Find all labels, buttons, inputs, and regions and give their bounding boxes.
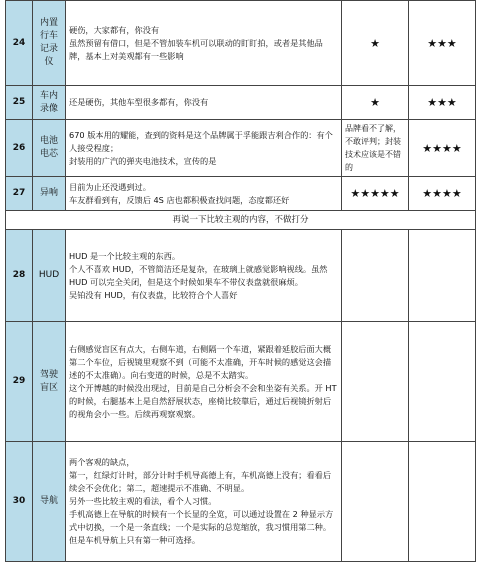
row-note: 品牌看不了解，不敢评判；封装技术应该是不错的 bbox=[342, 120, 409, 177]
desc-paragraph: 这个开博越的时候没出现过，目前是自己分析会不会和坐姿有关系。开 HT 的时候，右腿基本上是自然舒展状态，座椅比较靠后，通过后视镜折射后的视角会小一些。后续再观察观察。 bbox=[69, 382, 337, 419]
desc-paragraph: 右侧感觉盲区有点大，右侧车道，右侧隔一个车道，紧跟着延胶后面大概第二个车位，后视镜里观察不到（可能不太准确，开车时候的感觉这会描述的不太准确）。向右变道的时候，总是不太踏实。 bbox=[69, 343, 332, 380]
row-number: 25 bbox=[6, 86, 33, 120]
desc-paragraph: 手机高德上在导航的时候有一个长显的全览，可以通过设置在 2 种显示方式中切换，一个是一条直线；一个是实际的总览缩放，我习惯用第二种。但是车机导航上只有第一种可选择。 bbox=[69, 509, 334, 545]
row-description bbox=[66, 442, 342, 562]
section-title: 再说一下比较主观的内容，不做打分 bbox=[6, 211, 476, 230]
item-name-line: 盲区 bbox=[39, 382, 58, 393]
desc-paragraph: 个人不喜欢 HUD，不管简洁还是复杂，在玻璃上就感觉影响视线。虽然 HUD 可以完全关闭，但是这个时候如果车不带仪表盘就很麻烦。 bbox=[69, 263, 328, 287]
item-name-line: 录像 bbox=[39, 103, 58, 114]
rating-b: ★★★★ bbox=[409, 177, 476, 211]
row-number: 30 bbox=[6, 442, 33, 562]
row-item-name bbox=[33, 177, 66, 211]
table-row bbox=[6, 120, 476, 177]
comparison-table bbox=[5, 0, 476, 562]
row-item-name bbox=[33, 86, 66, 120]
rating-b: ★★★ bbox=[409, 86, 476, 120]
item-name-line: 导航 bbox=[39, 496, 58, 506]
desc-paragraph: 两个客观的缺点， bbox=[69, 457, 135, 467]
rating-b: ★★★ bbox=[409, 1, 476, 86]
item-name-line: 内置 bbox=[39, 18, 58, 28]
row-description bbox=[66, 120, 342, 177]
rating-b bbox=[409, 230, 476, 322]
rating-b: ★★★★ bbox=[409, 120, 476, 177]
desc-paragraph: 另外一些比较主观的看法，看个人习惯。 bbox=[69, 496, 217, 506]
row-number: 24 bbox=[6, 1, 33, 86]
desc-paragraph: 封装用的广汽的弹夹电池技术，宣传的是 bbox=[69, 155, 217, 166]
row-number: 29 bbox=[6, 322, 33, 442]
desc-paragraph: 虽然预留有借口，但是不管加装车机可以联动的盯盯拍，或者是其他品牌，基本上对美观都有一些影响 bbox=[69, 37, 323, 61]
rating-a bbox=[342, 322, 409, 442]
row-number: 26 bbox=[6, 120, 33, 177]
item-name-line: 驾驶 bbox=[39, 369, 58, 380]
row-description bbox=[66, 177, 342, 211]
table-row bbox=[6, 177, 476, 211]
row-item-name bbox=[33, 442, 66, 562]
desc-paragraph: HUD 是一个比较主观的东西。 bbox=[69, 250, 181, 261]
item-name-line: HUD bbox=[38, 270, 60, 280]
section-row bbox=[6, 211, 476, 230]
row-item-name bbox=[33, 230, 66, 322]
item-name-line: 仪 bbox=[44, 57, 54, 67]
item-name-line: 电芯 bbox=[39, 149, 58, 159]
rating-a: ★★★★★ bbox=[342, 177, 409, 211]
row-number: 28 bbox=[6, 230, 33, 322]
table-row bbox=[6, 86, 476, 120]
rating-a bbox=[342, 230, 409, 322]
table-row bbox=[6, 230, 476, 322]
desc-paragraph: 车友群看到有，反馈后 4S 店也都积极查找问题，态度都还好 bbox=[69, 194, 290, 205]
item-name-line: 车内 bbox=[39, 90, 58, 101]
table-row bbox=[6, 1, 476, 86]
rating-a: ★ bbox=[342, 86, 409, 120]
item-name-line: 电池 bbox=[39, 136, 58, 146]
desc-paragraph: 第一，红绿灯计时，部分计时手机导高德上有，车机高德上没有；看看后续会不会优化；第二，超速提示不准确、不明显。 bbox=[69, 470, 332, 493]
row-description bbox=[66, 86, 342, 120]
rating-a bbox=[342, 442, 409, 562]
row-description bbox=[66, 1, 342, 86]
row-item-name bbox=[33, 120, 66, 177]
desc-paragraph: 硬伤，大家都有，你没有 bbox=[69, 24, 160, 35]
desc-paragraph: 目前为止还没遇到过。 bbox=[69, 181, 151, 192]
row-description bbox=[66, 230, 342, 322]
rating-b bbox=[409, 322, 476, 442]
desc-paragraph: 670 版本用的耀能，查到的资料是这个品牌属于孚能跟吉利合作的：有个人接受程度； bbox=[69, 129, 333, 153]
row-item-name bbox=[33, 1, 66, 86]
row-item-name bbox=[33, 322, 66, 442]
item-name-line: 记录 bbox=[39, 44, 58, 54]
row-number: 27 bbox=[6, 177, 33, 211]
rating-b bbox=[409, 442, 476, 562]
item-name-line: 异响 bbox=[39, 188, 58, 198]
row-description bbox=[66, 322, 342, 442]
desc-paragraph: 还是硬伤，其他车型很多都有，你没有 bbox=[69, 97, 209, 107]
table-row bbox=[6, 442, 476, 562]
table-row bbox=[6, 322, 476, 442]
item-name-line: 行车 bbox=[39, 31, 58, 41]
desc-paragraph: 吴铂没有 HUD，有仪表盘，比较符合个人喜好 bbox=[69, 289, 238, 300]
rating-a: ★ bbox=[342, 1, 409, 86]
